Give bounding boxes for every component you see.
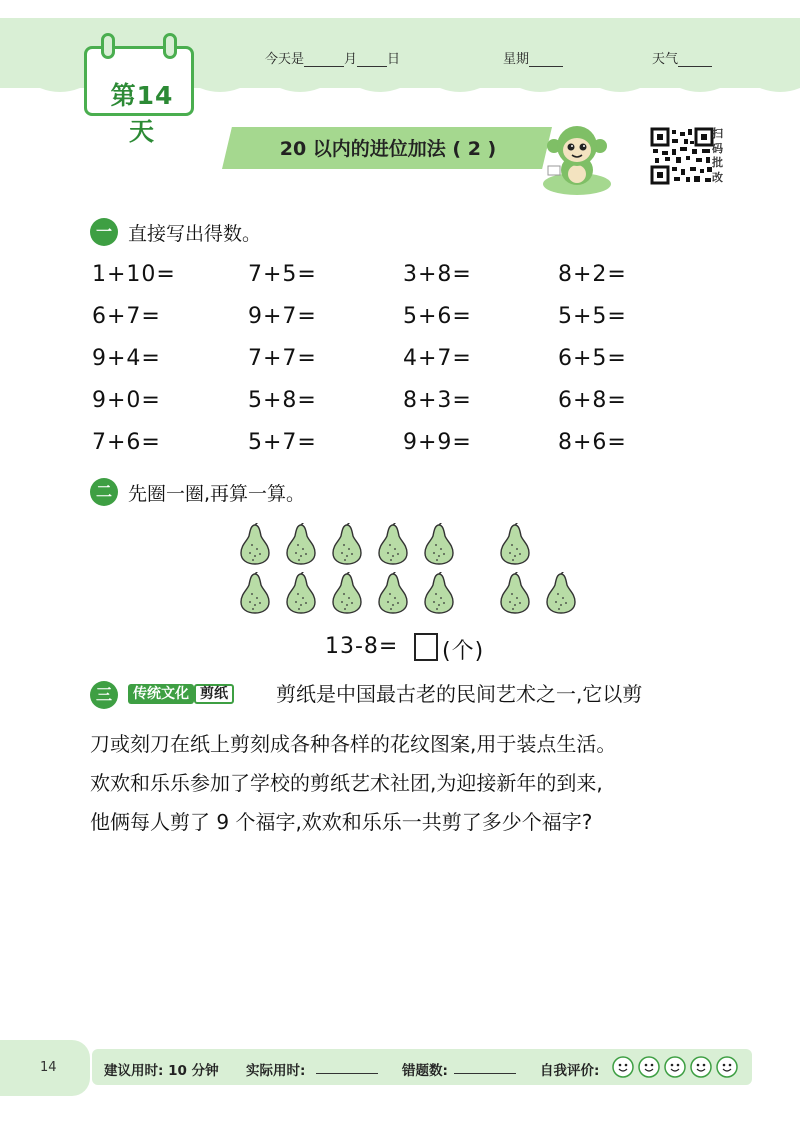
pear-icon: [422, 572, 456, 614]
smiley-icon[interactable]: [690, 1056, 712, 1078]
culture-tag: 传统文化: [128, 684, 194, 704]
smiley-icon[interactable]: [716, 1056, 738, 1078]
papercut-tag: 剪纸: [194, 684, 234, 704]
pear-icon: [330, 572, 364, 614]
monkey-mascot-icon: [540, 118, 614, 196]
weather-blank[interactable]: [678, 54, 712, 67]
equation: 5+8=: [248, 388, 317, 413]
month-blank[interactable]: [304, 54, 344, 67]
unit-label: (个): [442, 639, 485, 664]
section-2-title: 先圈一圈,再算一算。: [128, 483, 306, 505]
pear-icon: [330, 523, 364, 565]
equation: 5+5=: [558, 304, 627, 329]
pear-icon: [544, 572, 578, 614]
subtraction-equation: 13-8=: [325, 634, 399, 659]
day-blank[interactable]: [357, 54, 387, 67]
actual-time-blank[interactable]: [316, 1073, 378, 1074]
suggested-time: 建议用时: 10 分钟: [104, 1063, 219, 1079]
pear-icon: [284, 572, 318, 614]
page-number: 14: [40, 1060, 57, 1075]
equation: 9+9=: [403, 430, 472, 455]
section-2-marker: 二: [90, 478, 118, 506]
equation: 6+5=: [558, 346, 627, 371]
section-1-title: 直接写出得数。: [128, 223, 262, 245]
equation: 5+6=: [403, 304, 472, 329]
calendar-ring-icon: [163, 33, 177, 59]
equation: 9+0=: [92, 388, 161, 413]
smiley-icon[interactable]: [664, 1056, 686, 1078]
section-1-marker: 一: [90, 218, 118, 246]
equation: 4+7=: [403, 346, 472, 371]
pear-icon: [238, 523, 272, 565]
qr-code-icon[interactable]: [650, 127, 714, 185]
equation: 9+4=: [92, 346, 161, 371]
equation: 8+6=: [558, 430, 627, 455]
problem-line-1: 剪纸是中国最古老的民间艺术之一,它以剪: [276, 682, 643, 706]
pear-icon: [238, 572, 272, 614]
problem-line-4: 他俩每人剪了 9 个福字,欢欢和乐乐一共剪了多少个福字?: [90, 810, 593, 834]
answer-box[interactable]: [414, 633, 438, 661]
equation: 7+6=: [92, 430, 161, 455]
equation: 1+10=: [92, 262, 176, 287]
pear-icon: [498, 523, 532, 565]
errors-label: 错题数:: [402, 1063, 448, 1079]
smiley-icon[interactable]: [612, 1056, 634, 1078]
weather-field: 天气: [652, 48, 712, 67]
scan-to-grade-label: 扫码批改: [712, 127, 723, 184]
equation: 7+7=: [248, 346, 317, 371]
equation: 9+7=: [248, 304, 317, 329]
equation: 7+5=: [248, 262, 317, 287]
self-eval-label: 自我评价:: [540, 1063, 600, 1079]
pear-icon: [376, 523, 410, 565]
pear-icon: [284, 523, 318, 565]
section-3-marker: 三: [90, 681, 118, 709]
date-field: 今天是 月 日: [265, 52, 401, 67]
lesson-title: 20 以内的进位加法 ( 2 ): [279, 138, 497, 160]
problem-line-3: 欢欢和乐乐参加了学校的剪纸艺术社团,为迎接新年的到来,: [90, 771, 603, 795]
smiley-icon[interactable]: [638, 1056, 660, 1078]
equation: 5+7=: [248, 430, 317, 455]
calendar-ring-icon: [101, 33, 115, 59]
pear-icon: [498, 572, 532, 614]
actual-time-label: 实际用时:: [246, 1063, 306, 1079]
equation: 8+2=: [558, 262, 627, 287]
problem-line-2: 刀或刻刀在纸上剪刻成各种各样的花纹图案,用于装点生活。: [90, 732, 617, 756]
errors-blank[interactable]: [454, 1073, 516, 1074]
equation: 6+7=: [92, 304, 161, 329]
equation: 3+8=: [403, 262, 472, 287]
day-label: 第14天: [110, 81, 174, 146]
weekday-field: 星期: [503, 48, 563, 67]
pear-icon: [422, 523, 456, 565]
section-3-tags: [128, 683, 234, 703]
equation: 8+3=: [403, 388, 472, 413]
pear-icon: [376, 572, 410, 614]
weekday-blank[interactable]: [529, 54, 563, 67]
equation: 6+8=: [558, 388, 627, 413]
